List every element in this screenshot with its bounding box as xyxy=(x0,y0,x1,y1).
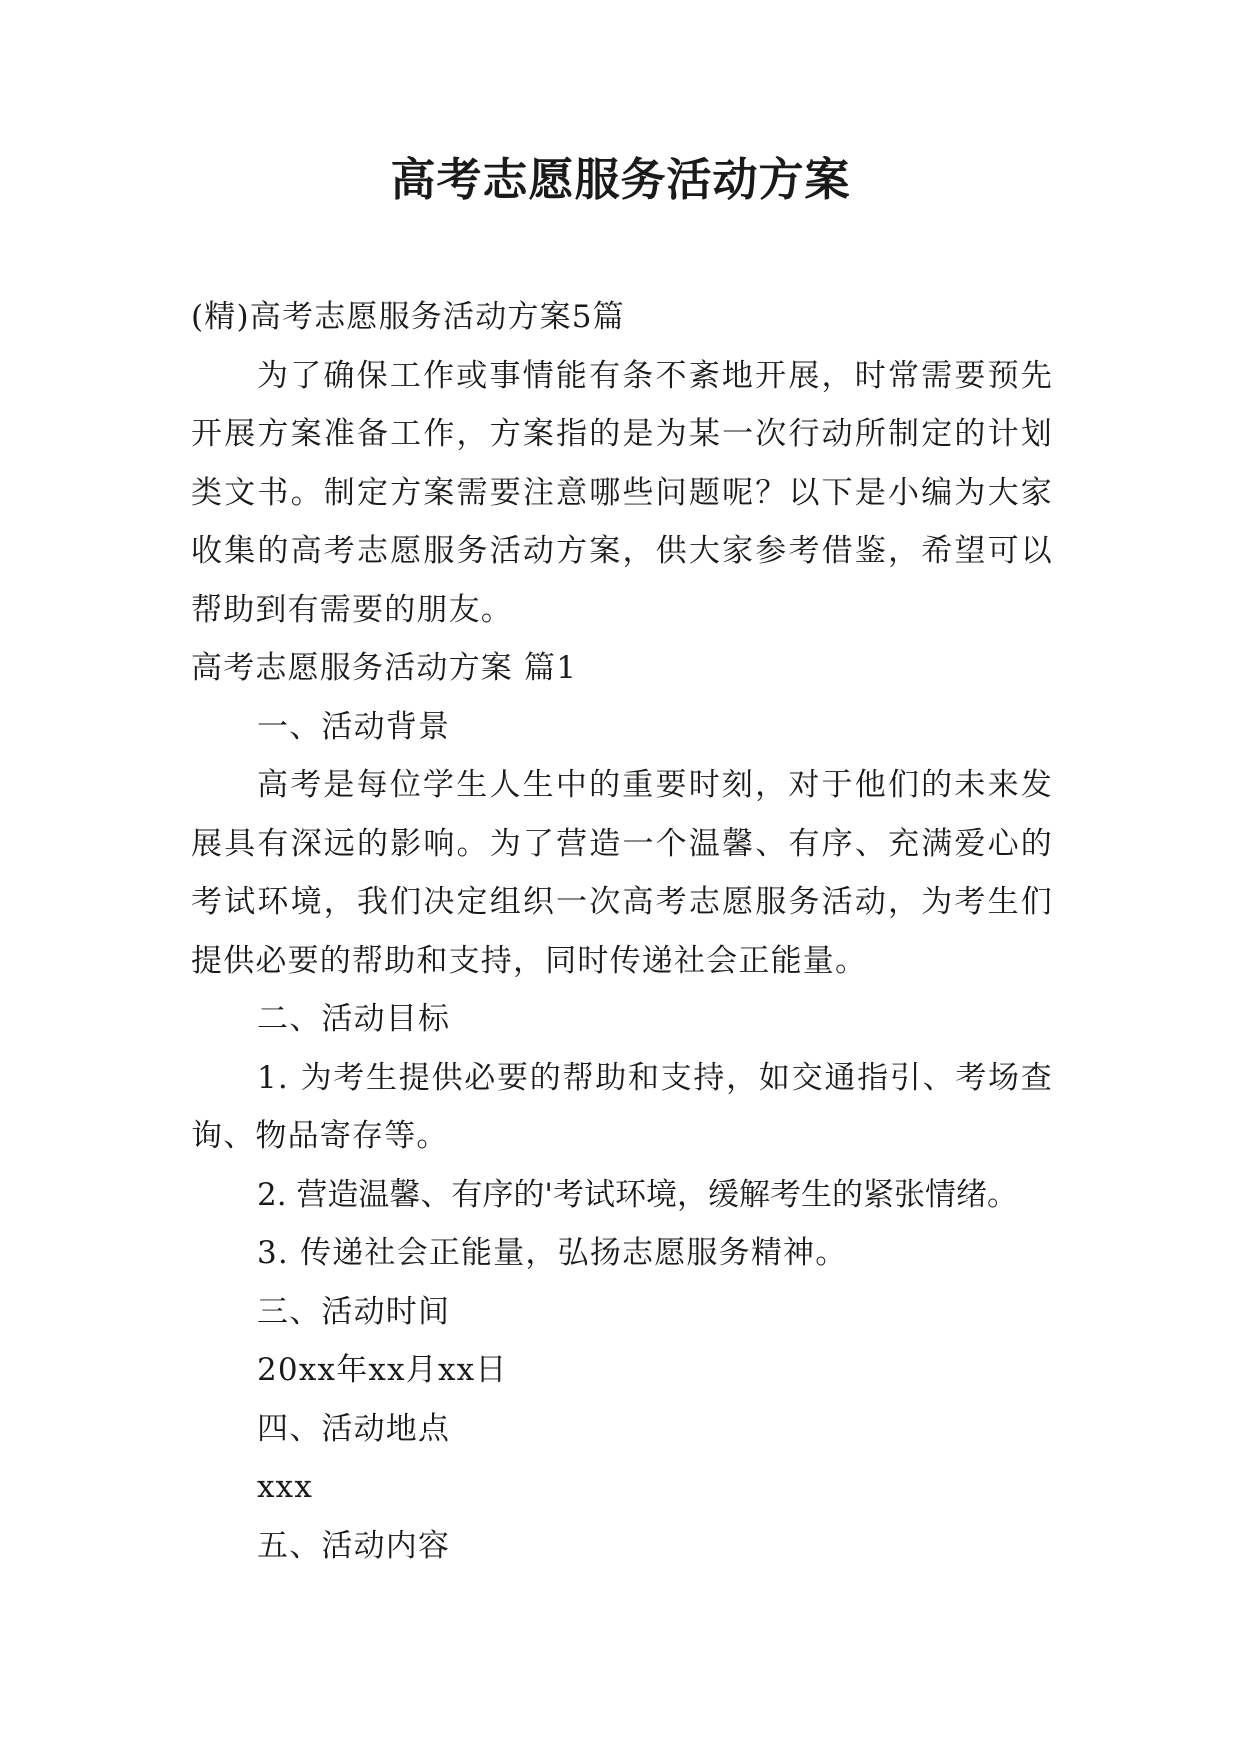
heading-background: 一、活动背景 xyxy=(257,708,451,745)
section-heading-part1: 高考志愿服务活动方案 篇1 xyxy=(191,650,578,686)
document-title: 高考志愿服务活动方案 xyxy=(390,153,851,206)
heading-location: 四、活动地点 xyxy=(257,1410,451,1447)
goal-item-2: 2. 营造温馨、有序的'考试环境，缓解考生的紧张情绪。 xyxy=(257,1176,1018,1213)
goal-item-1: 1. 为考生提供必要的帮助和支持，如交通指引、考场查询、物品寄存等。 xyxy=(191,1059,1053,1154)
background-paragraph: 高考是每位学生人生中的重要时刻，对于他们的未来发展具有深远的影响。为了营造一个温馨、有序、充满爱心的考试环境，我们决定组织一次高考志愿服务活动，为考生们提供必要的帮助和支持，同时传递社会正能量。 xyxy=(191,767,1053,979)
goal-item-3: 3. 传递社会正能量，弘扬志愿服务精神。 xyxy=(257,1235,848,1271)
document-body xyxy=(191,288,1053,1575)
heading-goals: 二、活动目标 xyxy=(257,1001,451,1037)
subtitle-line: (精)高考志愿服务活动方案5篇 xyxy=(191,299,625,335)
intro-paragraph: 为了确保工作或事情能有条不紊地开展，时常需要预先开展方案准备工作，方案指的是为某一次行动所制定的计划类文书。制定方案需要注意哪些问题呢？以下是小编为大家收集的高考志愿服务活动方案，供大家参考借鉴，希望可以帮助到有需要的朋友。 xyxy=(191,357,1053,628)
heading-content: 五、活动内容 xyxy=(257,1527,451,1564)
heading-time: 三、活动时间 xyxy=(257,1293,451,1330)
activity-date: 20xx年xx月xx日 xyxy=(257,1352,508,1388)
activity-location: xxx xyxy=(257,1469,314,1505)
